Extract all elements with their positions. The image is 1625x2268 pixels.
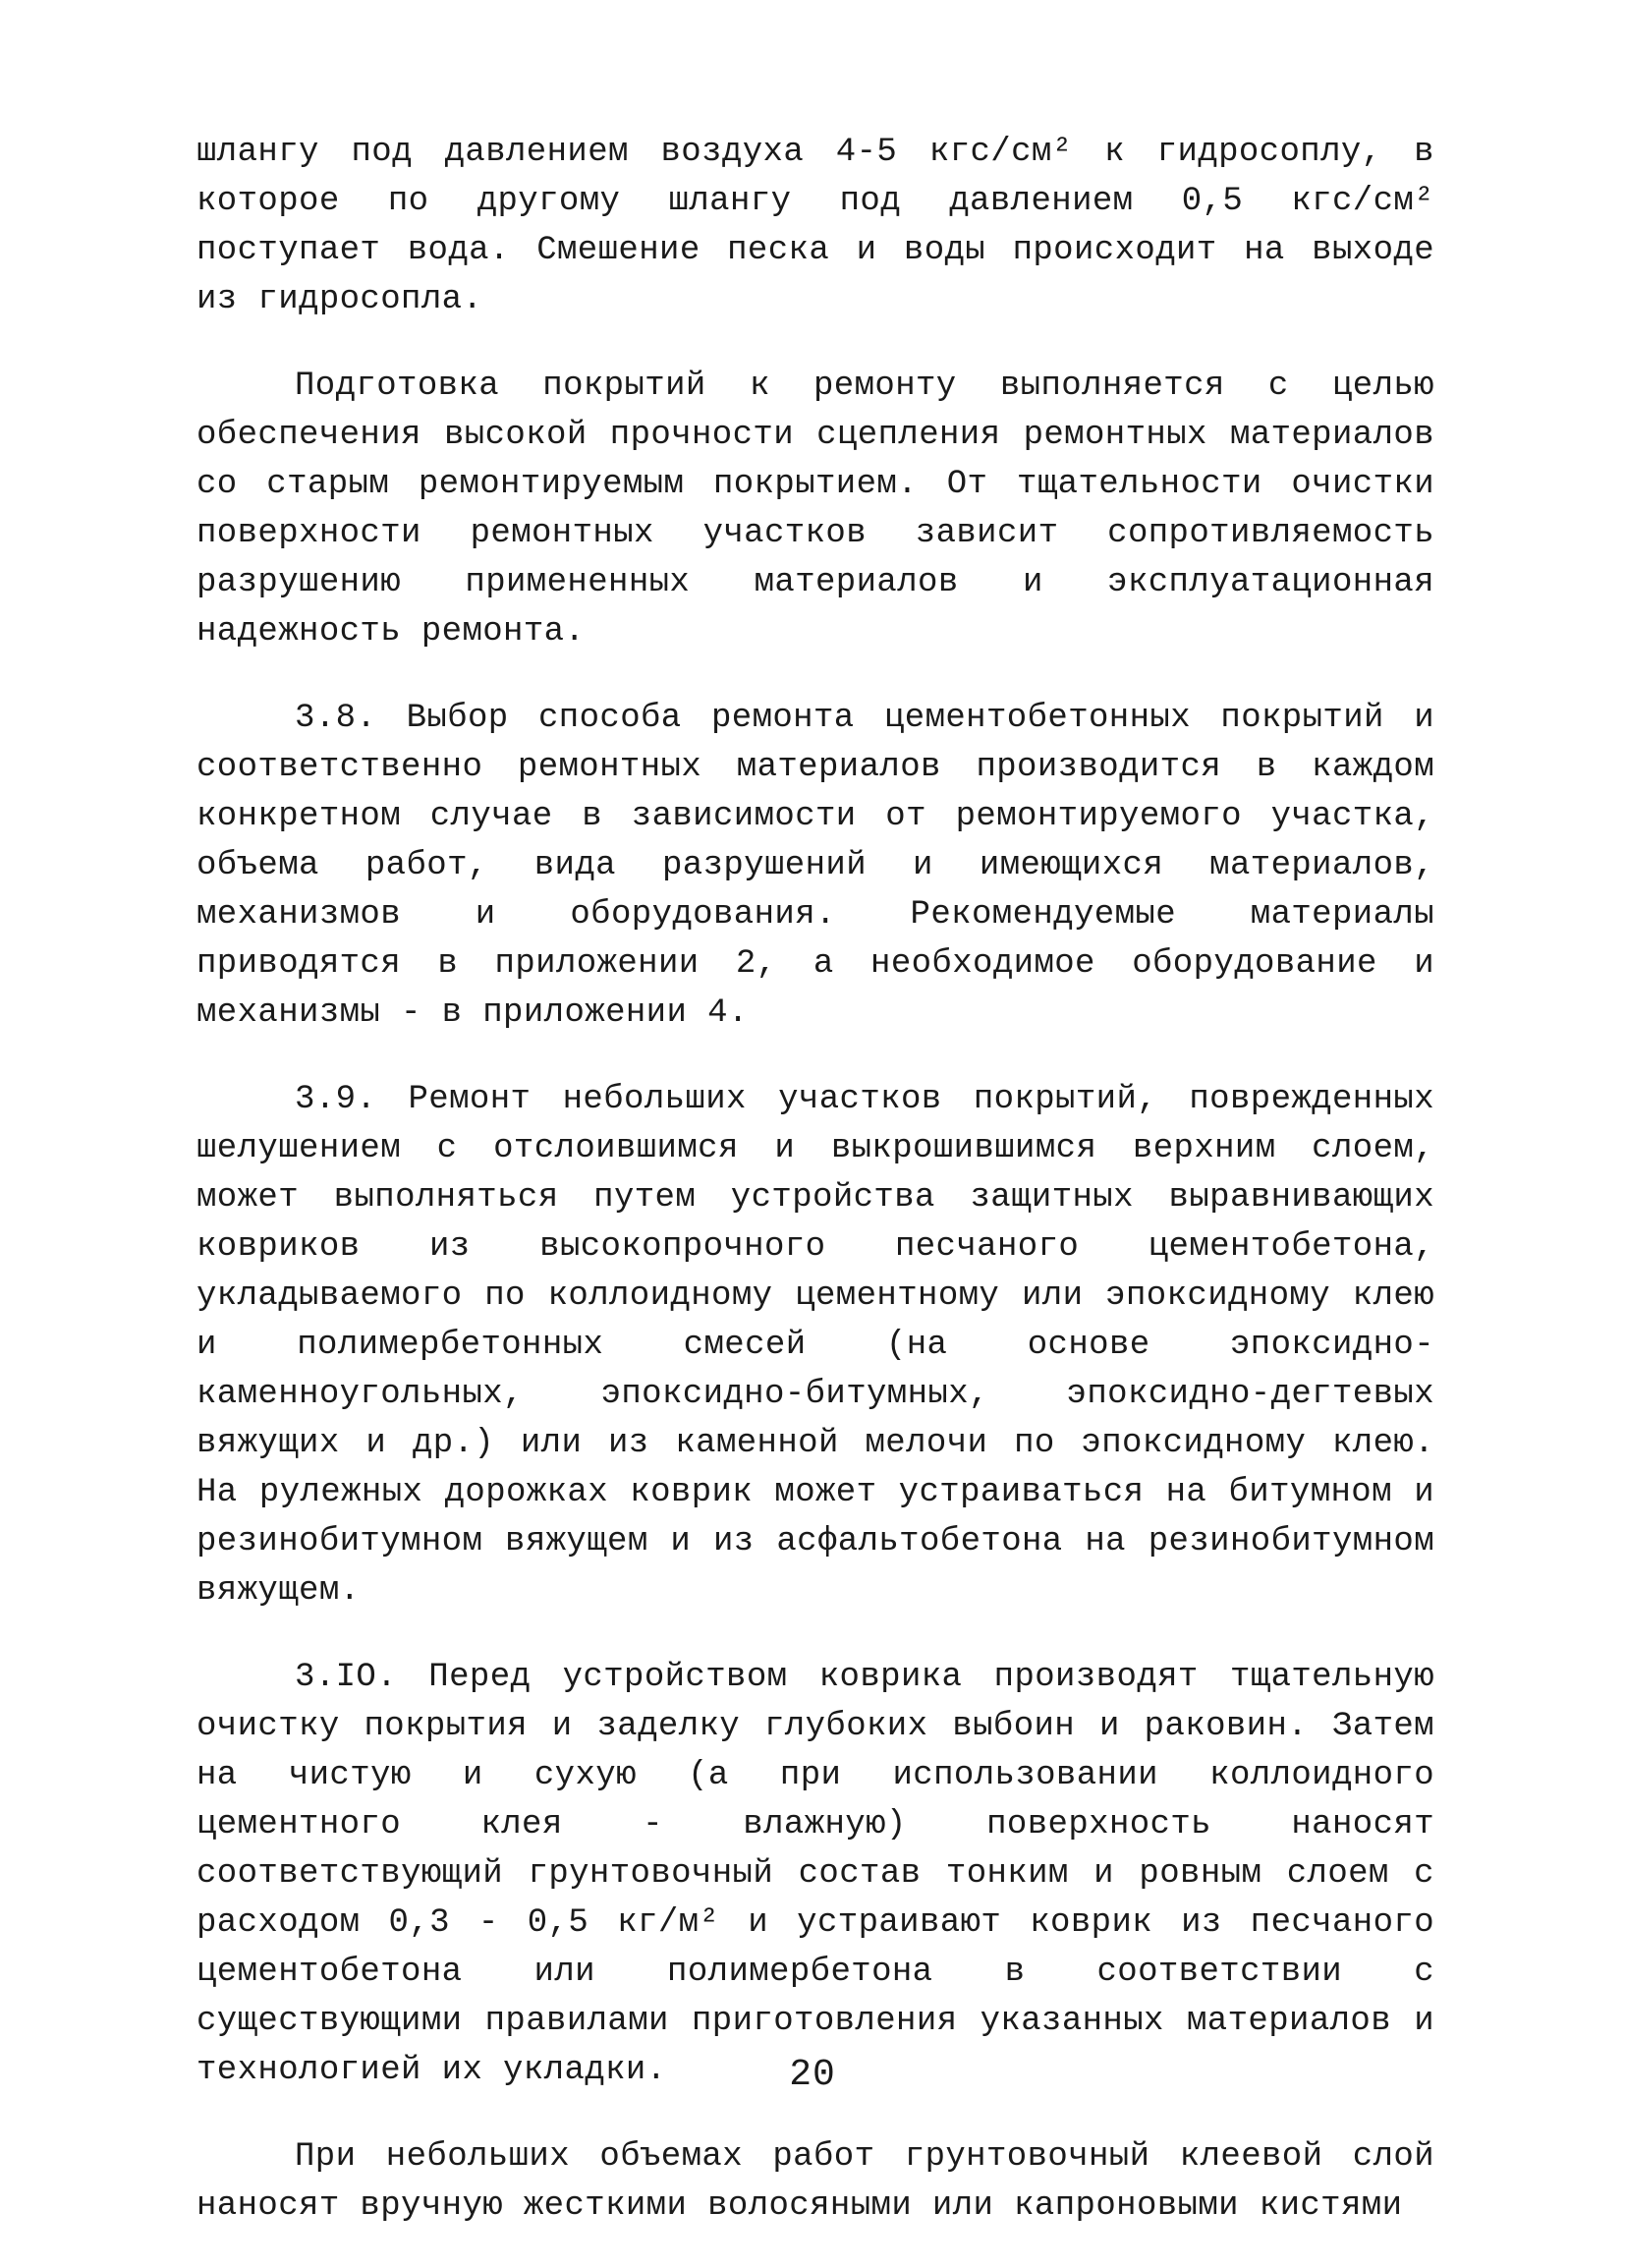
- document-page: [196, 128, 1434, 2268]
- paragraph-section-3-10: 3.IO. Перед устройством коврика производят тщательную очистку покрытия и заделку глубоких выбоин и раковин. Затем на чистую и сухую (а при использовании коллоидного цементного клея - влажную) поверхность наносят соответствующий грунтовочный состав тонким и ровным слоем с расходом 0,3 - 0,5 кг/м² и устраивают коврик из песчаного цементобетона или полимербетона в соответствии с существующими правилами приготовления указанных материалов и технологией их укладки.: [196, 1659, 1434, 2089]
- paragraph-small-volumes: При небольших объемах работ грунтовочный клеевой слой наносят вручную жесткими волосяными или капроновыми кистями: [196, 2138, 1434, 2225]
- paragraph-section-3-8: 3.8. Выбор способа ремонта цементобетонных покрытий и соответственно ремонтных материалов производится в каждом конкретном случае в зависимости от ремонтируемого участка, объема работ, вида разрушений и имеющихся материалов, механизмов и оборудования. Рекомендуемые материалы приводятся в приложении 2, а необходимое оборудование и механизмы - в приложении 4.: [196, 700, 1434, 1032]
- paragraph-section-3-9: 3.9. Ремонт небольших участков покрытий, поврежденных шелушением с отслоившимся и выкрошившимся верхним слоем, может выполняться путем устройства защитных выравнивающих ковриков из высокопрочного песчаного цементобетона, укладываемого по коллоидному цементному или эпоксидному клею и полимербетонных смесей (на основе эпоксидно-каменноугольных, эпоксидно-битумных, эпоксидно-дегтевых вяжущих и др.) или из каменной мелочи по эпоксидному клею. На рулежных дорожках коврик может устраиваться на битумном и резинобитумном вяжущем и из асфальтобетона на резинобитумном вяжущем.: [196, 1081, 1434, 1610]
- paragraph-surface-preparation: Подготовка покрытий к ремонту выполняется с целью обеспечения высокой прочности сцепления ремонтных материалов со старым ремонтируемым покрытием. От тщательности очистки поверхности ремонтных участков зависит сопротивляемость разрушению примененных материалов и эксплуатационная надежность ремонта.: [196, 368, 1434, 651]
- paragraph-continuation: шлангу под давлением воздуха 4-5 кгс/см² к гидросоплу, в которое по другому шлангу под давлением 0,5 кгс/см² поступает вода. Смешение песка и воды происходит на выходе из гидросопла.: [196, 134, 1434, 318]
- page-number: 20: [789, 2054, 836, 2096]
